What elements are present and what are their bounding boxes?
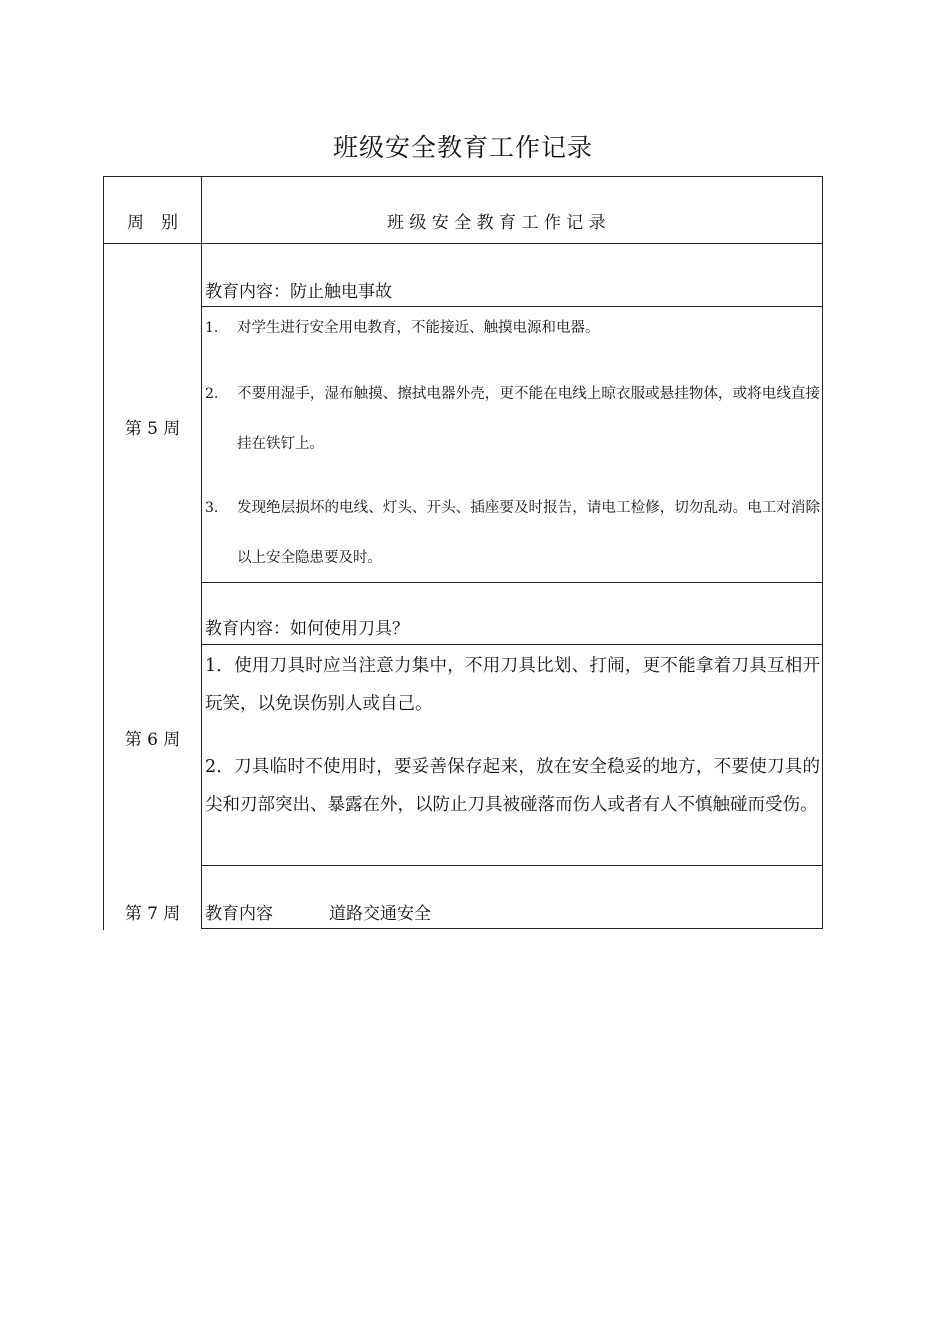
column-divider	[201, 176, 202, 929]
item-text: 对学生进行安全用电教育，不能接近、触摸电源和电器。	[237, 320, 600, 336]
topic-value: 道路交通安全	[329, 904, 431, 924]
table-border-right	[822, 176, 823, 929]
item-text: 发现绝层损坏的电线、灯头、开头、插座要及时报告，请电工检修，切勿乱动。电工对消除以上安全隐患要及时。	[237, 500, 820, 566]
item-text: 刀具临时不使用时，要妥善保存起来，放在安全稳妥的地方，不要使刀具的尖和刃部突出、暴露在外，以防止刀具被碰落而伤人或者有人不慎触碰而受伤。	[205, 757, 820, 815]
week-label: 第 7 周	[124, 904, 181, 924]
topic-title: 教育内容：防止触电事故	[205, 282, 392, 302]
topic-label: 教育内容	[205, 904, 273, 924]
table-border-left	[103, 176, 104, 930]
item-number: 2．	[205, 757, 235, 777]
week-label: 第 6 周	[124, 730, 181, 750]
item-number: 1.	[205, 320, 219, 336]
item-text: 使用刀具时应当注意力集中，不用刀具比划、打闹，更不能拿着刀具互相开玩笑，以免误伤别人或自己。	[205, 656, 820, 714]
week6-topic-divider	[201, 644, 823, 645]
table-border-top	[103, 176, 823, 177]
item-text: 不要用湿手，湿布触摸、擦拭电器外壳，更不能在电线上晾衣服或悬挂物体，或将电线直接挂在铁钉上。	[237, 386, 820, 452]
item-number: 3.	[205, 500, 219, 516]
header-week: 周 别	[127, 213, 178, 233]
header-divider	[103, 243, 823, 244]
item-number: 1．	[205, 656, 235, 676]
item-number: 2.	[205, 386, 219, 402]
week-label: 第 5 周	[124, 419, 181, 439]
table-border-bottom	[201, 928, 823, 929]
topic-title: 教育内容：如何使用刀具？	[205, 619, 409, 639]
week6-7-divider	[201, 865, 823, 866]
header-record: 班 级 安 全 教 育 工 作 记 录	[387, 213, 606, 233]
list-item	[205, 748, 820, 824]
list-item	[205, 647, 820, 723]
page-title: 班级安全教育工作记录	[332, 133, 593, 162]
